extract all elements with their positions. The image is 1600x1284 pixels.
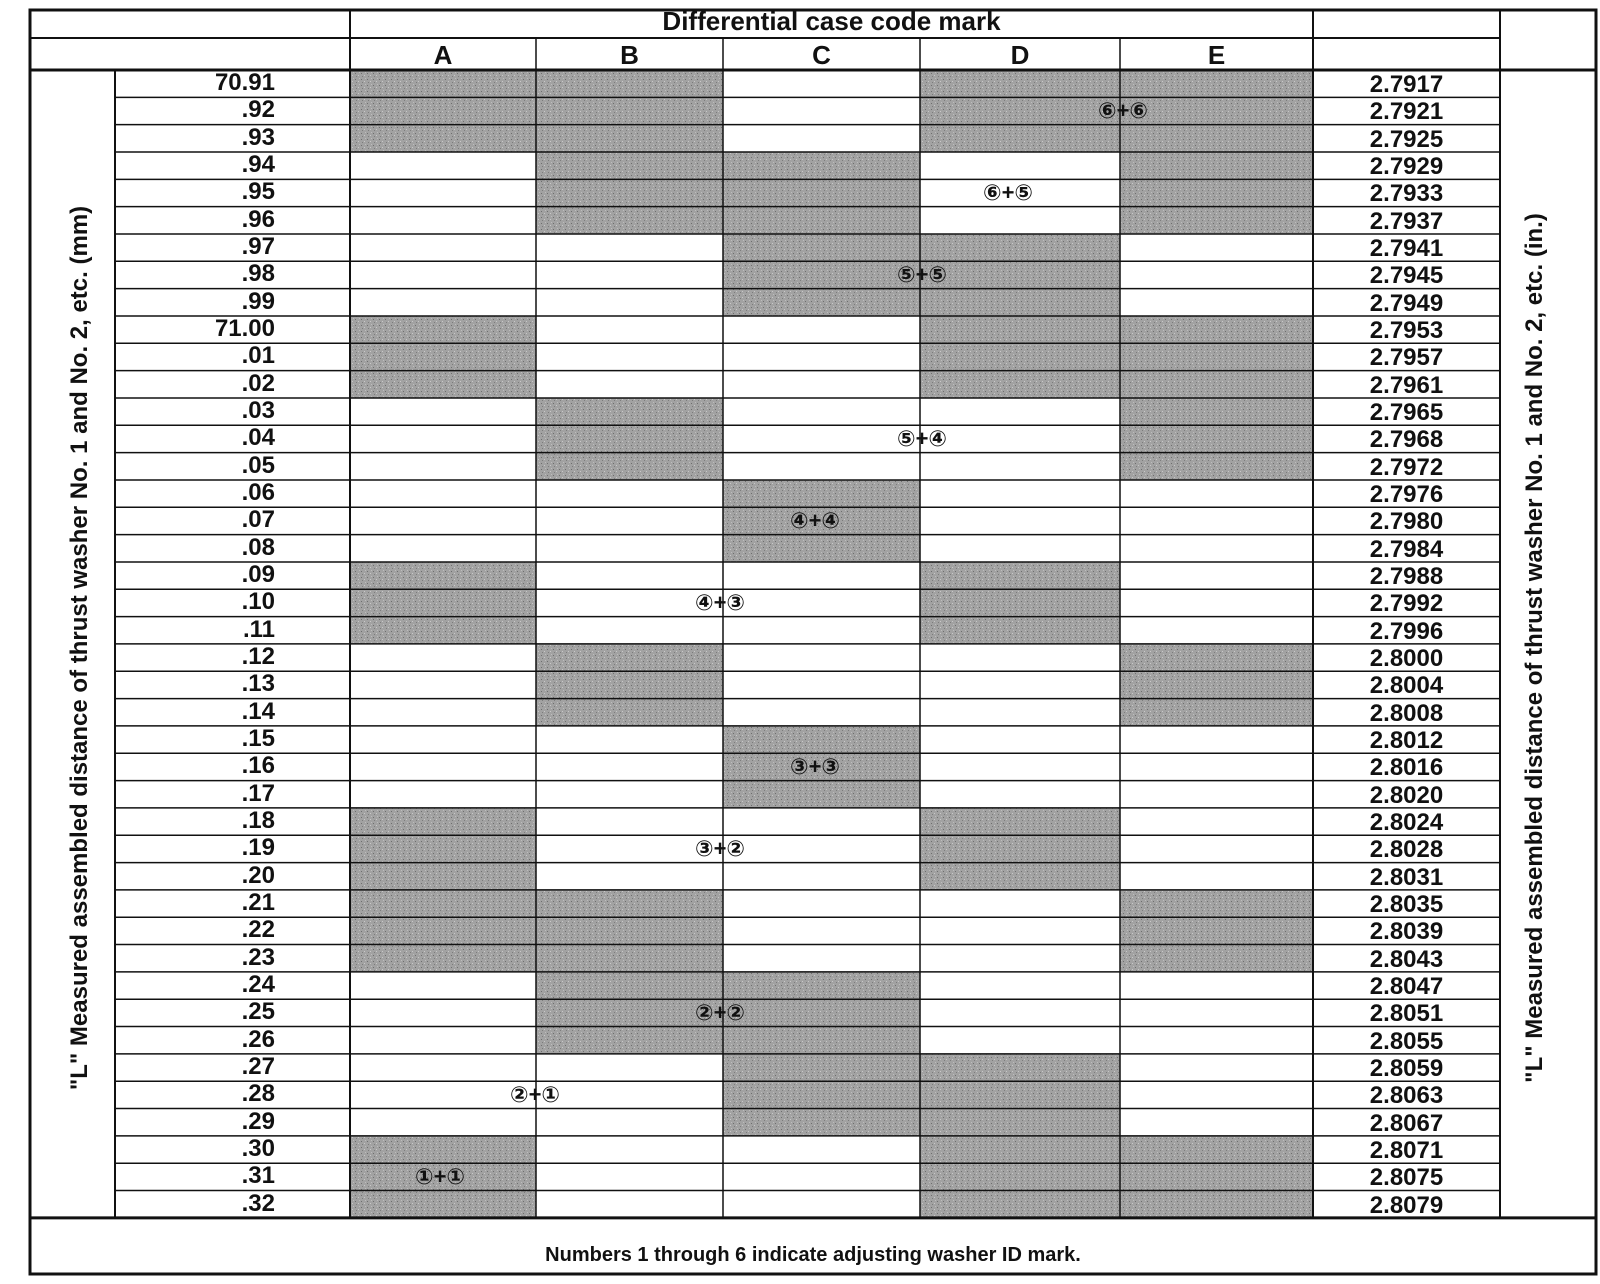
shaded-cell xyxy=(723,261,920,288)
shaded-cell xyxy=(1120,945,1313,972)
row-mm-value: .18 xyxy=(241,806,275,834)
row-inch-value: 2.7953 xyxy=(1369,316,1444,344)
shaded-cell xyxy=(536,699,723,726)
shaded-cell xyxy=(920,1136,1120,1163)
shaded-cell xyxy=(920,70,1120,97)
shaded-cell xyxy=(1120,644,1313,671)
row-inch-value: 2.7929 xyxy=(1369,152,1444,180)
row-inch-value: 2.8016 xyxy=(1369,754,1444,782)
shaded-cell xyxy=(350,617,536,644)
shaded-cell xyxy=(1120,425,1313,452)
row-inch-value: 2.8031 xyxy=(1369,863,1444,891)
shaded-cell xyxy=(350,890,536,917)
washer-combination-label: ②+① xyxy=(509,1081,561,1107)
row-mm-value: .10 xyxy=(241,588,275,616)
shaded-cell xyxy=(1120,179,1313,206)
row-mm-value: .22 xyxy=(241,916,275,944)
row-mm-value: .04 xyxy=(241,424,275,452)
row-inch-value: 2.8043 xyxy=(1369,945,1444,973)
shaded-cell xyxy=(350,316,536,343)
column-header-d: D xyxy=(1010,40,1030,70)
row-mm-value: .02 xyxy=(241,369,275,397)
row-mm-value: .09 xyxy=(241,560,275,588)
shaded-cell xyxy=(1120,1136,1313,1163)
row-mm-value: .21 xyxy=(241,888,275,916)
shaded-cell xyxy=(1120,70,1313,97)
row-inch-value: 2.8055 xyxy=(1369,1027,1444,1055)
shaded-cell xyxy=(536,972,723,999)
shaded-cell xyxy=(920,808,1120,835)
washer-combination-label: ⑤+④ xyxy=(896,425,948,451)
row-inch-value: 2.7917 xyxy=(1369,71,1444,98)
right-axis-label: "L" Measured assembled distance of thrust washer No. 1 and No. 2, etc. (in.) xyxy=(1521,213,1548,1083)
shaded-cell xyxy=(920,234,1120,261)
row-mm-value: .23 xyxy=(241,943,275,971)
row-mm-value: .05 xyxy=(241,451,275,479)
row-inch-value: 2.7961 xyxy=(1369,371,1444,399)
row-mm-value: .93 xyxy=(241,123,275,151)
shaded-cell xyxy=(350,371,536,398)
shaded-cell xyxy=(723,480,920,507)
row-inch-value: 2.7965 xyxy=(1369,398,1444,426)
shaded-cell xyxy=(723,535,920,562)
row-mm-value: .16 xyxy=(241,752,275,780)
shaded-cell xyxy=(350,1191,536,1218)
washer-combination-label: ①+① xyxy=(414,1163,466,1189)
shaded-cell xyxy=(350,125,536,152)
shaded-cell xyxy=(350,835,536,862)
washer-combination-label: ⑥+⑤ xyxy=(982,179,1034,205)
row-mm-value: .31 xyxy=(241,1162,275,1190)
row-inch-value: 2.8004 xyxy=(1369,672,1444,700)
shaded-cell xyxy=(536,125,723,152)
left-axis-label: "L" Measured assembled distance of thrust washer No. 1 and No. 2, etc. (mm) xyxy=(66,205,93,1091)
column-header-b: B xyxy=(620,40,639,70)
shaded-cell xyxy=(1120,343,1313,370)
row-inch-value: 2.7937 xyxy=(1369,207,1444,235)
row-inch-value: 2.7988 xyxy=(1369,562,1444,590)
shaded-cell xyxy=(920,125,1120,152)
shaded-cell xyxy=(723,999,920,1026)
row-inch-value: 2.7996 xyxy=(1369,617,1444,645)
shaded-cell xyxy=(536,425,723,452)
shaded-cell xyxy=(920,562,1120,589)
row-inch-value: 2.8063 xyxy=(1369,1082,1444,1110)
shaded-cell xyxy=(723,1081,920,1108)
row-mm-value: .01 xyxy=(241,342,275,370)
row-mm-value: .11 xyxy=(242,615,275,643)
row-mm-value: .03 xyxy=(241,396,275,424)
shaded-cell xyxy=(723,234,920,261)
row-mm-value: .26 xyxy=(241,1025,275,1053)
shaded-cell xyxy=(536,671,723,698)
row-mm-value: .96 xyxy=(241,205,275,233)
shaded-cell xyxy=(1120,671,1313,698)
row-mm-value: .94 xyxy=(241,150,275,178)
header-title: Differential case code mark xyxy=(662,6,1001,36)
shaded-cell xyxy=(536,70,723,97)
shaded-cell xyxy=(1120,97,1313,124)
washer-combination-label: ②+② xyxy=(694,999,746,1025)
shaded-cell xyxy=(536,945,723,972)
row-mm-value: .07 xyxy=(241,506,275,534)
shaded-cell xyxy=(1120,152,1313,179)
shaded-cell xyxy=(1120,453,1313,480)
shaded-cell xyxy=(723,1054,920,1081)
row-mm-value: .13 xyxy=(241,670,275,698)
row-mm-value: .24 xyxy=(241,970,275,998)
shaded-cell xyxy=(723,1027,920,1054)
row-mm-value: .14 xyxy=(241,697,275,725)
row-inch-value: 2.7949 xyxy=(1369,289,1444,317)
row-inch-value: 2.7976 xyxy=(1369,480,1444,508)
row-inch-value: 2.8079 xyxy=(1369,1191,1444,1219)
row-inch-value: 2.8000 xyxy=(1369,644,1444,672)
row-mm-value: .19 xyxy=(241,834,275,862)
row-inch-value: 2.8067 xyxy=(1369,1109,1444,1137)
shaded-cell xyxy=(723,179,920,206)
shaded-cell xyxy=(1120,1163,1313,1190)
shaded-cell xyxy=(536,179,723,206)
row-mm-value: .30 xyxy=(241,1134,275,1162)
shaded-cell xyxy=(350,917,536,944)
row-mm-value: .28 xyxy=(241,1080,275,1108)
shaded-cell xyxy=(536,1027,723,1054)
row-inch-value: 2.8051 xyxy=(1369,1000,1444,1028)
row-inch-value: 2.7984 xyxy=(1369,535,1444,563)
row-mm-value: .15 xyxy=(241,724,275,752)
row-inch-value: 2.8024 xyxy=(1369,808,1444,836)
shaded-cell xyxy=(350,562,536,589)
shaded-cell xyxy=(920,589,1120,616)
row-mm-value: .29 xyxy=(241,1107,275,1135)
column-header-e: E xyxy=(1207,40,1226,70)
shaded-cell xyxy=(723,972,920,999)
shaded-cell xyxy=(350,97,536,124)
row-mm-value: .27 xyxy=(241,1052,275,1080)
row-inch-value: 2.7968 xyxy=(1369,426,1444,454)
row-inch-value: 2.7933 xyxy=(1369,180,1444,208)
shaded-cell xyxy=(350,1136,536,1163)
shaded-cell xyxy=(536,207,723,234)
row-mm-value: .12 xyxy=(241,642,275,670)
shaded-cell xyxy=(920,1081,1120,1108)
washer-combination-label: ④+④ xyxy=(789,507,841,533)
shaded-cell xyxy=(536,97,723,124)
shaded-cell xyxy=(920,1109,1120,1136)
shaded-cell xyxy=(536,644,723,671)
shaded-cell xyxy=(350,863,536,890)
washer-combination-label: ⑤+⑤ xyxy=(896,261,948,287)
shaded-cell xyxy=(920,863,1120,890)
shaded-cell xyxy=(723,152,920,179)
shaded-cell xyxy=(920,289,1120,316)
shaded-cell xyxy=(920,835,1120,862)
row-mm-value: .99 xyxy=(241,287,275,315)
shaded-cell xyxy=(1120,890,1313,917)
shaded-cell xyxy=(920,1054,1120,1081)
row-mm-value: .98 xyxy=(241,260,275,288)
row-inch-value: 2.8028 xyxy=(1369,836,1444,864)
washer-combination-label: ③+③ xyxy=(789,753,841,779)
row-inch-value: 2.8012 xyxy=(1369,726,1444,754)
shaded-cell xyxy=(1120,207,1313,234)
shaded-cell xyxy=(350,589,536,616)
shaded-cell xyxy=(1120,699,1313,726)
shaded-cell xyxy=(1120,316,1313,343)
shaded-cell xyxy=(536,152,723,179)
row-inch-value: 2.7992 xyxy=(1369,590,1444,618)
row-inch-value: 2.8039 xyxy=(1369,918,1444,946)
shaded-cell xyxy=(1120,371,1313,398)
row-mm-value: .97 xyxy=(241,232,275,260)
row-inch-value: 2.8059 xyxy=(1369,1054,1444,1082)
washer-combination-label: ⑥+⑥ xyxy=(1097,97,1149,123)
shaded-cell xyxy=(536,890,723,917)
shaded-cell xyxy=(1120,1191,1313,1218)
shaded-cell xyxy=(920,261,1120,288)
shaded-cell xyxy=(350,808,536,835)
shaded-cell xyxy=(723,289,920,316)
row-mm-value: .92 xyxy=(241,96,275,124)
shaded-cell xyxy=(1120,917,1313,944)
shaded-cell xyxy=(536,453,723,480)
shaded-cell xyxy=(723,726,920,753)
shaded-cell xyxy=(1120,125,1313,152)
shaded-cell xyxy=(920,617,1120,644)
row-mm-value: .17 xyxy=(241,779,275,807)
row-inch-value: 2.8047 xyxy=(1369,972,1444,1000)
shaded-cell xyxy=(920,97,1120,124)
row-mm-value: .06 xyxy=(241,478,275,506)
shaded-cell xyxy=(350,70,536,97)
row-mm-value: .20 xyxy=(241,861,275,889)
row-inch-value: 2.8008 xyxy=(1369,699,1444,727)
row-inch-value: 2.7941 xyxy=(1369,234,1444,262)
shaded-cell xyxy=(920,316,1120,343)
row-inch-value: 2.7957 xyxy=(1369,344,1444,372)
row-inch-value: 2.7921 xyxy=(1369,98,1444,126)
shaded-cell xyxy=(920,1191,1120,1218)
shaded-cell xyxy=(350,343,536,370)
row-inch-value: 2.8035 xyxy=(1369,890,1444,918)
row-inch-value: 2.7925 xyxy=(1369,125,1444,153)
shaded-cell xyxy=(350,945,536,972)
column-header-c: C xyxy=(812,40,831,70)
row-mm-value: 71.00 xyxy=(214,314,275,342)
shaded-cell xyxy=(920,1163,1120,1190)
row-mm-value: .32 xyxy=(241,1189,275,1217)
shaded-cell xyxy=(920,343,1120,370)
shaded-cell xyxy=(536,398,723,425)
washer-combination-label: ③+② xyxy=(694,835,746,861)
footnote: Numbers 1 through 6 indicate adjusting washer ID mark. xyxy=(545,1244,1081,1266)
row-mm-value: .08 xyxy=(241,533,275,561)
washer-combination-label: ④+③ xyxy=(694,589,746,615)
shaded-cell xyxy=(723,1109,920,1136)
row-inch-value: 2.8071 xyxy=(1369,1136,1444,1164)
shaded-cell xyxy=(536,917,723,944)
column-header-a: A xyxy=(433,40,453,70)
row-inch-value: 2.8075 xyxy=(1369,1164,1444,1192)
shaded-cell xyxy=(723,207,920,234)
row-inch-value: 2.7980 xyxy=(1369,508,1444,536)
row-inch-value: 2.7972 xyxy=(1369,453,1444,481)
row-inch-value: 2.7945 xyxy=(1369,262,1444,290)
shaded-cell xyxy=(920,371,1120,398)
row-inch-value: 2.8020 xyxy=(1369,781,1444,809)
shaded-cell xyxy=(723,781,920,808)
row-mm-value: .95 xyxy=(241,178,275,206)
row-mm-value: 70.91 xyxy=(214,69,275,96)
row-mm-value: .25 xyxy=(241,998,275,1026)
shaded-cell xyxy=(1120,398,1313,425)
